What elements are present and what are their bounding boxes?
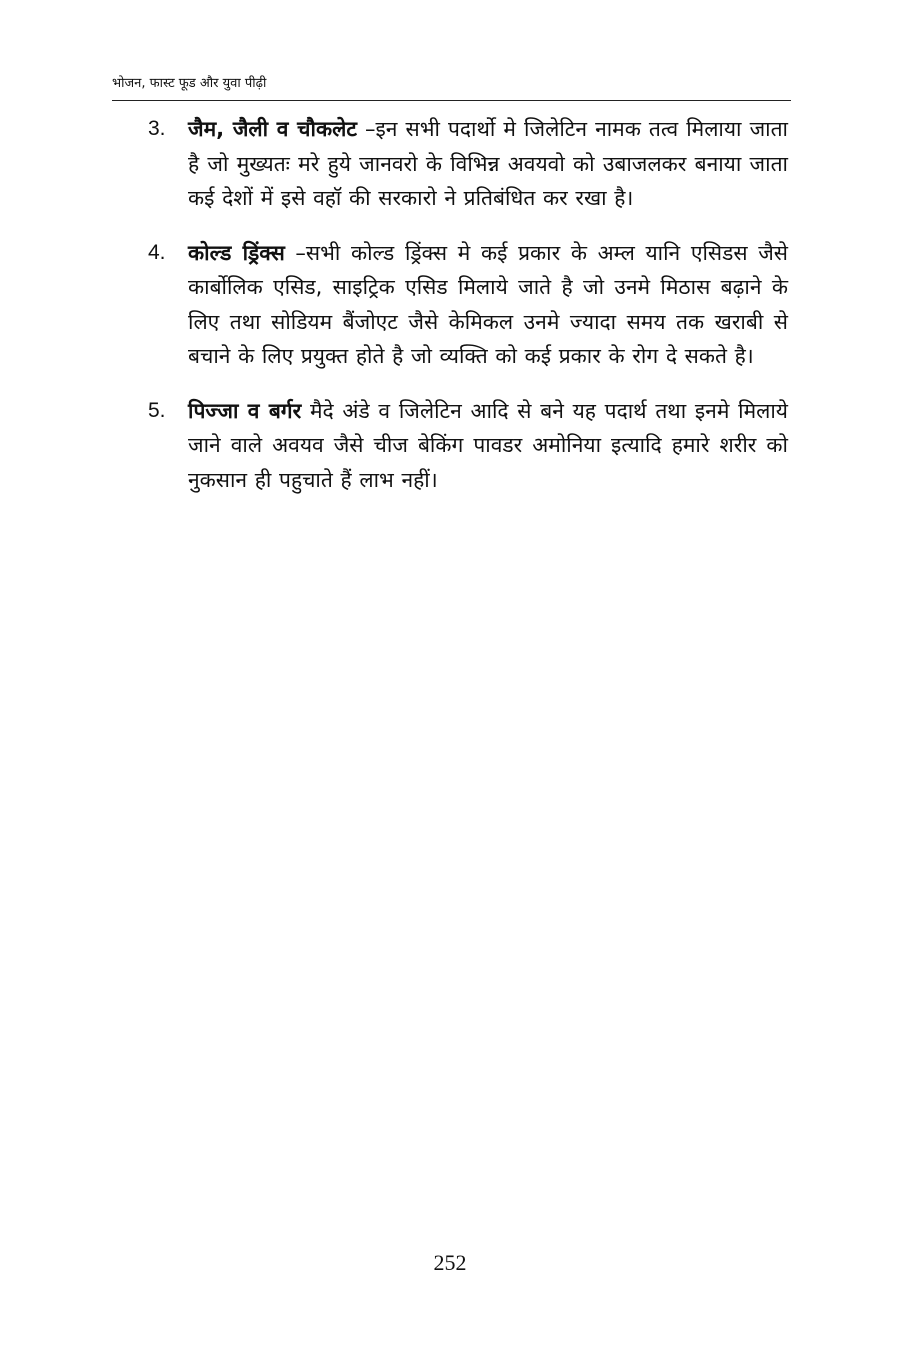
item-title: जैम, जैली व चौकलेट	[188, 117, 357, 141]
item-number: 4.	[148, 240, 166, 264]
page-content	[148, 112, 788, 517]
item-text: मैदे अंडे व जिलेटिन आदि से बने यह पदार्थ तथा इनमे मिलाये जाने वाले अवयव जैसे चीज बेकिंग पावडर अमोनिया इत्यादि हमारे शरीर को नुकसान ही पहुचाते हैं लाभ नहीं।	[188, 398, 788, 492]
item-text: –सभी कोल्ड ड्रिंक्स मे कई प्रकार के अम्ल यानि एसिडस जैसे कार्बोलिक एसिड, साइट्रिक एसिड मिलाये जाते है जो उनमे मिठास बढ़ाने के लिए तथा सोडियम बैंजोएट जैसे केमिकल उनमे ज्यादा समय तक खराबी से बचाने के लिए प्रयुक्त होते है जो व्यक्ति को कई प्रकार के रोग दे सकते है।	[188, 240, 788, 368]
item-body	[188, 394, 788, 498]
item-body	[188, 112, 788, 216]
item-title: कोल्ड ड्रिंक्स	[188, 240, 285, 265]
list-item	[148, 112, 788, 216]
item-number: 3.	[148, 117, 166, 140]
item-number: 5.	[148, 398, 166, 422]
item-body	[188, 236, 788, 374]
item-text: –इन सभी पदार्थो मे जिलेटिन नामक तत्व मिलाया जाता है जो मुख्यतः मरे हुये जानवरो के विभिन्न अवयवो को उबाजलकर बनाया जाता कई देशों में इसे वहॉ की सरकारो ने प्रतिबंधित कर रखा है।	[188, 117, 788, 210]
item-title: पिज्जा व बर्गर	[188, 398, 302, 423]
header-rule	[112, 100, 791, 101]
list-item	[148, 236, 788, 374]
page-number: 252	[433, 1250, 467, 1275]
list-item	[148, 394, 788, 498]
running-header: भोजन, फास्ट फूड और युवा पीढ़ी	[112, 76, 267, 91]
